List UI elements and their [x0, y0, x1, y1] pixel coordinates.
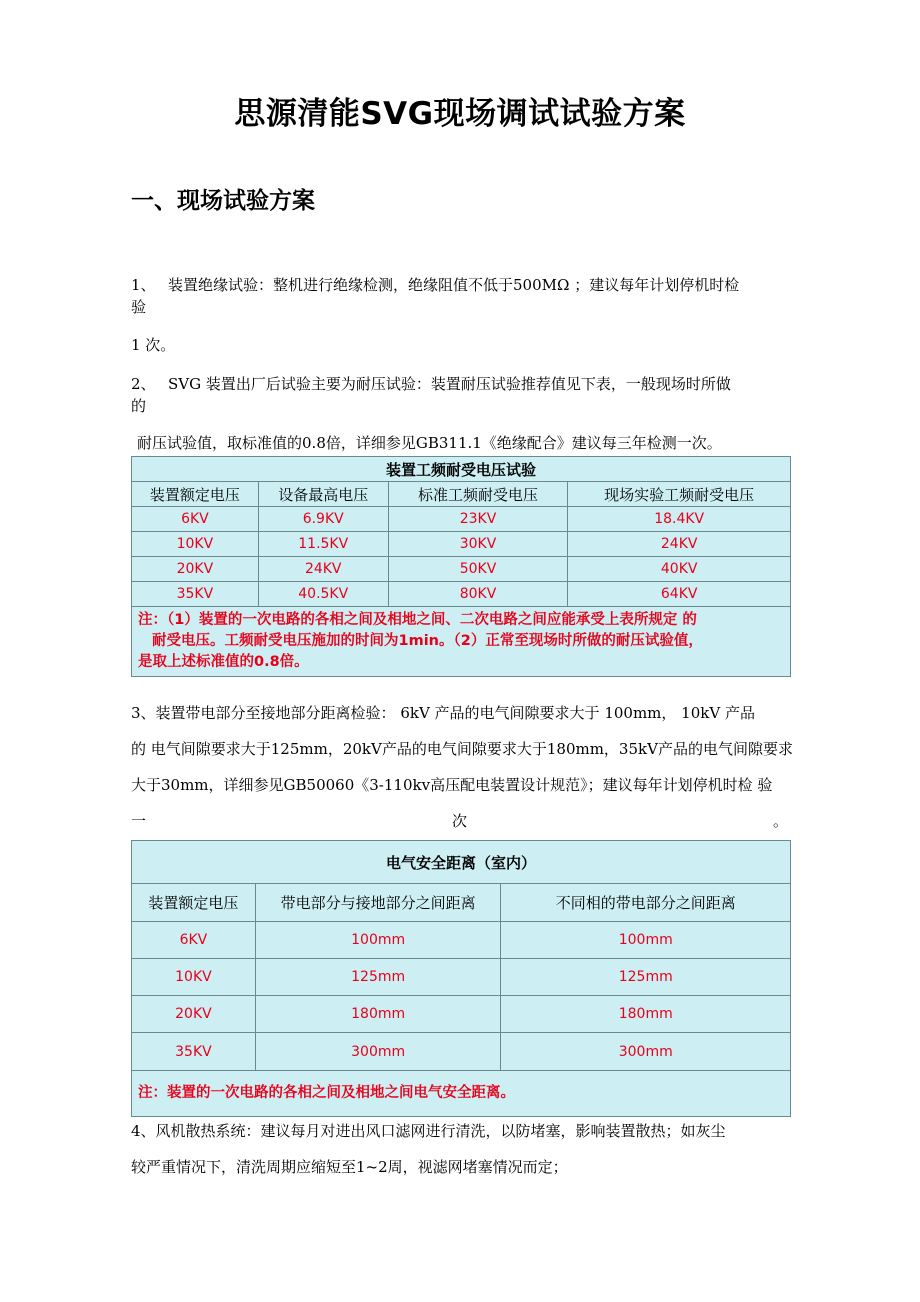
para1-number: 1、: [131, 276, 156, 294]
table-cell: 6KV: [132, 507, 259, 532]
para3-last-part: 一: [131, 812, 147, 830]
para3-last-part: 。: [773, 812, 789, 830]
table-row: [132, 958, 791, 995]
para3-last-part: 次: [452, 812, 468, 830]
para2-continuation: 的: [131, 397, 147, 415]
table-row: [132, 507, 791, 532]
column-header: 标准工频耐受电压: [388, 482, 568, 507]
table-cell: 125mm: [501, 958, 791, 995]
column-header: 装置额定电压: [132, 482, 259, 507]
table-header-row: [132, 482, 791, 507]
column-header: 装置额定电压: [132, 884, 256, 921]
table-cell: 40KV: [568, 557, 791, 582]
table-cell: 300mm: [255, 1033, 501, 1070]
column-header: 带电部分与接地部分之间距离: [255, 884, 501, 921]
para1-continuation: 验: [131, 298, 147, 316]
para4-line: 较严重情况下，清洗周期应缩短至1~2周，视滤网堵塞情况而定；: [131, 1158, 568, 1176]
table-cell: 300mm: [501, 1033, 791, 1070]
table-cell: 11.5KV: [258, 532, 388, 557]
table-cell: 24KV: [568, 532, 791, 557]
section-heading: 一、现场试验方案: [131, 188, 315, 214]
table-cell: 80KV: [388, 582, 568, 607]
table-cell: 35KV: [132, 1033, 256, 1070]
table-cell: 6KV: [132, 921, 256, 958]
para2-line2: 耐压试验值，取标准值的0.8倍，详细参见GB311.1《绝缘配合》建议每三年检测一次。: [137, 434, 722, 452]
note-line: 注：（1）装置的一次电路的各相之间及相地之间、二次电路之间应能承受上表所规定 的: [138, 612, 697, 628]
para2-number: 2、: [131, 375, 156, 393]
para3-line: 大于30mm，详细参见GB50060《3-110kv高压配电装置设计规范》；建议每年计划停机时检 验: [131, 776, 773, 794]
table-title: 装置工频耐受电压试验: [132, 457, 791, 482]
table-header-row: [132, 884, 791, 921]
table-note: [132, 607, 791, 677]
table-row: [132, 996, 791, 1033]
table-cell: 6.9KV: [258, 507, 388, 532]
table-cell: 35KV: [132, 582, 259, 607]
table-cell: 50KV: [388, 557, 568, 582]
table-cell: 125mm: [255, 958, 501, 995]
table-cell: 100mm: [255, 921, 501, 958]
table-row: [132, 921, 791, 958]
table-cell: 24KV: [258, 557, 388, 582]
page-title: 思源清能SVG现场调试试验方案: [234, 96, 686, 132]
para2-text: SVG 装置出厂后试验主要为耐压试验：装置耐压试验推荐值见下表，一般现场时所做: [168, 375, 731, 393]
table-cell: 20KV: [132, 557, 259, 582]
table-cell: 64KV: [568, 582, 791, 607]
para3-line: 的 电气间隙要求大于125mm，20kV产品的电气间隙要求大于180mm，35kV产品的电气间隙要求: [131, 740, 793, 758]
table-cell: 23KV: [388, 507, 568, 532]
column-header: 现场实验工频耐受电压: [568, 482, 791, 507]
note-line: 是取上述标准值的0.8倍。: [138, 654, 309, 670]
table-cell: 40.5KV: [258, 582, 388, 607]
table-cell: 180mm: [255, 996, 501, 1033]
table-row: [132, 532, 791, 557]
para4-line: 4、风机散热系统：建议每月对进出风口滤网进行清洗，以防堵塞，影响装置散热；如灰尘: [131, 1122, 726, 1140]
table-cell: 18.4KV: [568, 507, 791, 532]
table-cell: 100mm: [501, 921, 791, 958]
table-cell: 20KV: [132, 996, 256, 1033]
table-cell: 30KV: [388, 532, 568, 557]
column-header: 不同相的带电部分之间距离: [501, 884, 791, 921]
table-row: [132, 582, 791, 607]
note-line: 耐受电压。工频耐受电压施加的时间为1min。（2）正常至现场时所做的耐压试验值，: [152, 633, 703, 649]
para1-line2: 1 次。: [131, 336, 176, 354]
column-header: 设备最高电压: [258, 482, 388, 507]
para3-line: 3、装置带电部分至接地部分距离检验： 6kV 产品的电气间隙要求大于 100mm， 10kV 产品: [131, 704, 755, 722]
table-row: [132, 557, 791, 582]
para1-text: 装置绝缘试验：整机进行绝缘检测，绝缘阻值不低于500MΩ ；建议每年计划停机时检: [168, 276, 740, 294]
table-cell: 10KV: [132, 532, 259, 557]
table-cell: 10KV: [132, 958, 256, 995]
safety-distance-table: [131, 840, 791, 1117]
table-cell: 180mm: [501, 996, 791, 1033]
withstand-voltage-table: [131, 456, 791, 677]
table-title: 电气安全距离（室内）: [132, 841, 791, 884]
table-note: 注：装置的一次电路的各相之间及相地之间电气安全距离。: [132, 1070, 791, 1116]
table-row: [132, 1033, 791, 1070]
